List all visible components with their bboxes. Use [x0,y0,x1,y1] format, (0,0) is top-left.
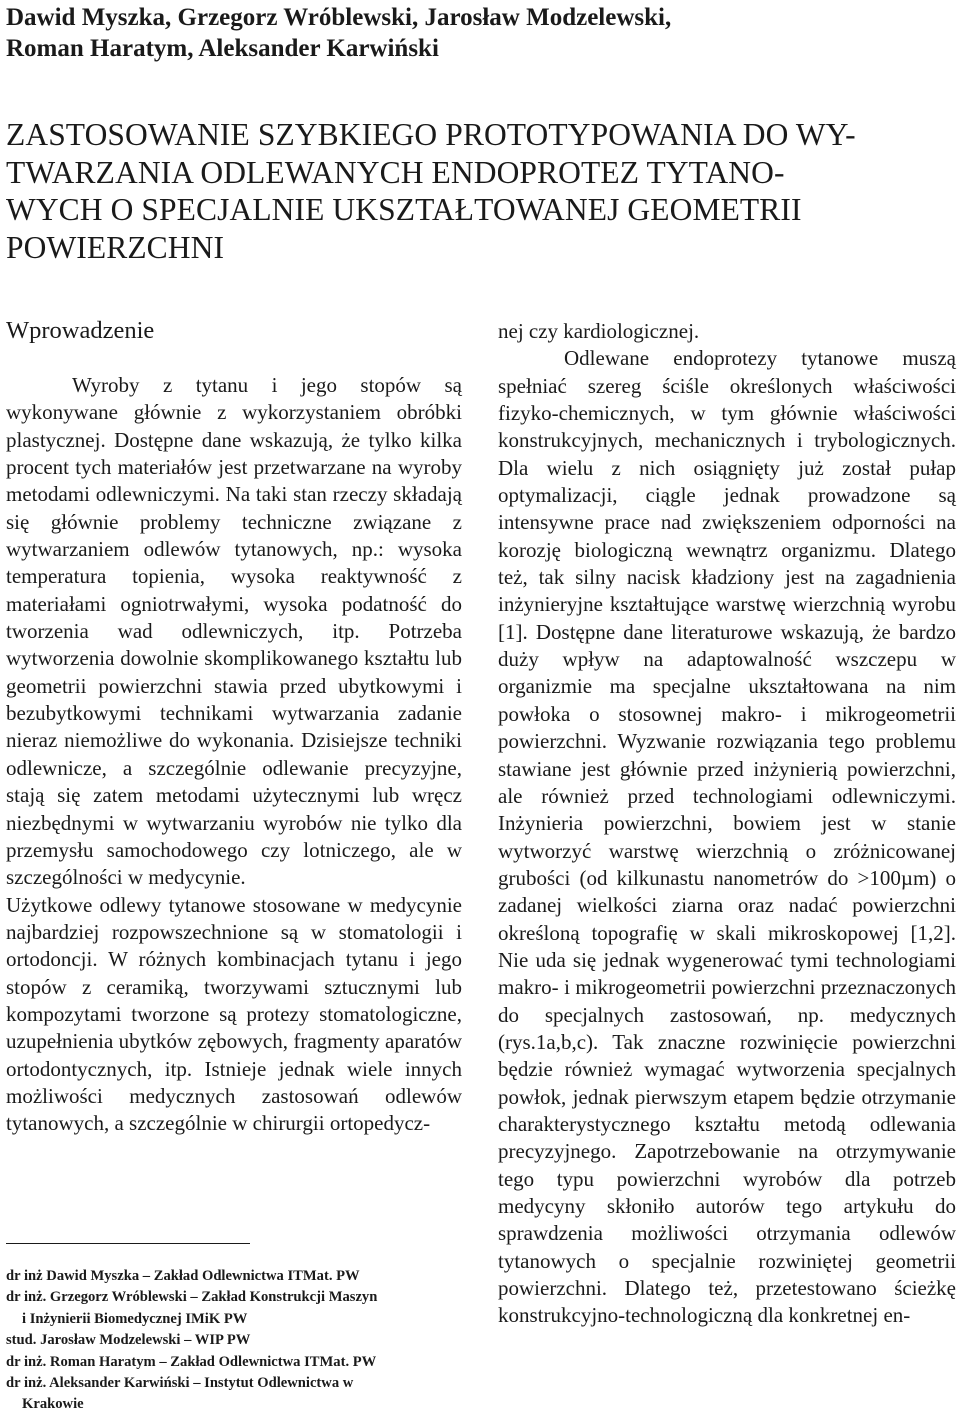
authors-line: Roman Haratym, Aleksander Karwiński [6,35,439,62]
footnote-line: dr inż Dawid Myszka – Zakład Odlewnictwa ITMat. PW [6,1268,360,1284]
footnote-line: stud. Jarosław Modzelewski – WIP PW [6,1332,251,1349]
footnote-line: dr inż. Grzegorz Wróblewski – Zakład Konstrukcji Maszyn [6,1289,378,1306]
left-column [6,372,462,1138]
paragraph: Odlewane endoprotezy tytanowe muszą spełniać szereg ściśle określonych właściwości fizyko-chemicznych, w tym głównie właściwości konstrukcyjnych, mechanicznych i trybologicznych. Dla wielu z nich osiągnięty już został pułap optymalizacji, ciągle jednak prowadzone są intensywne prace nad zwiększeniem odporności na korozję biologiczną wewnątrz organizmu. Dlatego też, tak silny nacisk kładziony jest na zagadnienia inżynieryjne kształtujące warstwę wierzchnią wyrobu [1]. Dostępne dane literaturowe wskazują, że bardzo duży wpływ na adaptowalność wszczepu w organizmie ma specjalne ukształtowana na nim powłoka o stosownej makro- i mikrogeometrii powierzchni. Wyzwanie rozwiązania tego problemu stawiane jest głównie przed inżynierią powierzchni, ale również przed technologiami odlewniczymi. Inżynieria powierzchni, bowiem jest w stanie wytworzyć warstwę wierzchnią o zróżnicowanej grubości (od kilkunastu nanometrów do >100µm) o zadanej wielkości ziarna oraz nadać powierzchni określoną topografię w skali mikroskopowej [1,2]. Nie uda się jednak wygenerować tymi technologiami makro- i mikrogeometrii powierzchni przeznaczonych do specjalnych zastosowań, np. medycznych (rys.1a,b,c). Tak znaczne rozwinięcie powierzchni będzie również wymagać wytworzenia specjalnych powłok, jednak pierwszym etapem będzie otrzymanie charakterystycznego kształtu metodą odlewania precyzyjnego. Zapotrzebowanie na otrzymywanie tego typu powierzchni wyrobów dla potrzeb medycyny skłoniło autorów tego artykułu do sprawdzenia możliwości otrzymania odlewów tytanowych o specjalnie rozwiniętej geometrii powierzchni. Dlatego też, przetestowano ścieżkę konstrukcyjno-technologiczną dla konkretnej en- [498,346,956,1328]
footnote-line: dr inż. Aleksander Karwiński – Instytut Odlewnictwa w [6,1375,354,1392]
paragraph: Użytkowe odlewy tytanowe stosowane w medycynie najbardziej rozpowszechnione są w stomatologii i ortodoncji. W różnych kombinacjach tytanu i jego stopów z ceramiką, tworzywami sztucznymi lub kompozytami tworzone są protezy stomatologiczne, uzupełnienia ubytków zębowych, fragmenty aparatów ortodontycznych, itp. Istnieje jednak wiele innych możliwości medycznych zastosowań odlewów tytanowych, a szczególnie w chirurgii ortopedycz- [6,892,462,1136]
paragraph: nej czy kardiologicznej. [498,319,700,343]
title-line: WYCH O SPECJALNIE UKSZTAŁTOWANEJ GEOMETRII [6,192,802,227]
author-affiliations [6,1266,466,1416]
paragraph: Wyroby z tytanu i jego stopów są wykonywane głównie z wykorzystaniem obróbki plastycznej. Dostępne dane wskazują, że tylko kilka procent tych materiałów jest przetwarzane na wyroby metodami odlewniczymi. Na taki stan rzeczy składają się głównie problemy techniczne związane z wytwarzaniem odlewów tytanowych, np.: wysoka temperatura topienia, wysoka reaktywność z materiałami ogniotrwałymi, wysoka podatność do tworzenia wad odlewniczych, itp. Potrzeba wytworzenia dowolnie skomplikowanego kształtu lub geometrii powierzchni stawia przed ubytkowymi i bezubytkowymi technikami wytwarzania zadanie nieraz niemożliwe do wykonania. Dzisiejsze techniki odlewnicze, a szczególnie odlewanie precyzyjne, stają się zatem metodami użytecznymi lub wręcz niezbędnymi w wytwarzaniu wyrobów nie tylko dla przemysłu samochodowego czy lotniczego, ale w szczególności w medycynie. [6,373,462,890]
footnote-divider [6,1243,250,1244]
right-column [498,318,956,1330]
footnote-line: dr inż. Roman Haratym – Zakład Odlewnictwa ITMat. PW [6,1353,377,1370]
authors [6,2,946,64]
footnote-line: Krakowie [22,1396,84,1413]
authors-line: Dawid Myszka, Grzegorz Wróblewski, Jarosław Modzelewski, [6,4,672,31]
section-heading: Wprowadzenie [6,317,155,344]
title-line: TWARZANIA ODLEWANYCH ENDOPROTEZ TYTANO- [6,154,785,190]
title-line: POWIERZCHNI [6,229,225,265]
paper-title [6,116,946,266]
title-line: ZASTOSOWANIE SZYBKIEGO PROTOTYPOWANIA DO WY- [6,117,856,152]
footnote-line: i Inżynierii Biomedycznej IMiK PW [22,1310,248,1327]
